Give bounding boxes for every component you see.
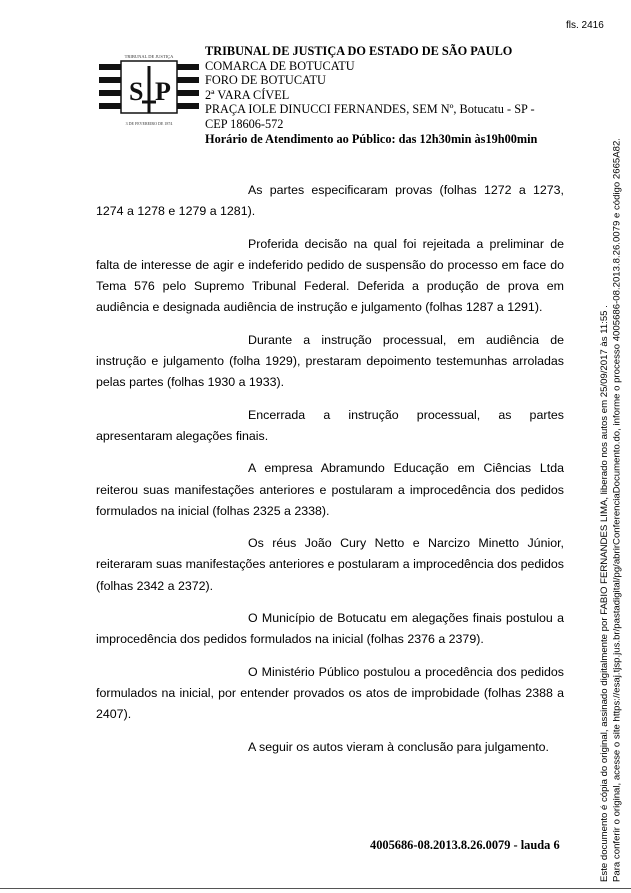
- paragraph: O Ministério Público postulou a procedência dos pedidos formulados na inicial, por entender provados os atos de improbidade (folhas 2388 a 2407).: [96, 664, 564, 722]
- verification-line: Para conferir o original, acesse o site https://esaj.tjsp.jus.br/pastadigital/pg/abrirConferenciaDocumento.do, informe o processo 4005686-08.2013.8.26.0079 e código 2665A82.: [611, 138, 623, 882]
- paragraph: A seguir os autos vieram à conclusão para julgamento.: [248, 739, 549, 754]
- court-name: TRIBUNAL DE JUSTIÇA DO ESTADO DE SÃO PAULO: [205, 44, 513, 58]
- vara: 2ª VARA CÍVEL: [205, 87, 290, 102]
- svg-text:P: P: [155, 77, 171, 106]
- svg-text:TRIBUNAL DE JUSTIÇA: TRIBUNAL DE JUSTIÇA: [124, 54, 174, 59]
- address: PRAÇA IOLE DINUCCI FERNANDES, SEM Nº, Botucatu - SP - CEP 18606-572: [205, 102, 535, 131]
- opening-hours: Horário de Atendimento ao Público: das 12h30min às19h00min: [205, 131, 538, 146]
- page-bottom-divider: [0, 888, 631, 889]
- paragraph: O Município de Botucatu em alegações finais postulou a improcedência dos pedidos formulados na inicial (folhas 2376 a 2379).: [96, 611, 564, 647]
- process-footer: 4005686-08.2013.8.26.0079 - lauda 6: [370, 838, 560, 852]
- svg-text:3 DE FEVEREIRO DE 1874: 3 DE FEVEREIRO DE 1874: [125, 121, 173, 126]
- paragraph: Durante a instrução processual, em audiência de instrução e julgamento (folha 1929), prestaram depoimento testemunhas arroladas pelas partes (folhas 1930 a 1933).: [96, 332, 564, 390]
- svg-text:S: S: [129, 77, 144, 106]
- paragraph: Proferida decisão na qual foi rejeitada a preliminar de falta de interesse de agir e indeferido pedido de suspensão do processo em face do Tema 576 pelo Supremo Tribunal Federal. Deferida a produção de prova em audiência e designada audiência de instrução e julgamento (folhas 1287 a 1291).: [96, 236, 564, 315]
- digital-signature-notice: [599, 138, 624, 882]
- paragraph: Os réus João Cury Netto e Narcizo Minetto Júnior, reiteraram suas manifestações anteriores e postularam a improcedência dos pedidos (folhas 2342 a 2372).: [96, 536, 564, 593]
- paragraph: A empresa Abramundo Educação em Ciências Ltda reiterou suas manifestações anteriores e postularam a improcedência dos pedidos formulados na inicial (folhas 2325 a 2338).: [96, 461, 564, 518]
- paragraph: Encerrada a instrução processual, as partes apresentaram alegações finais.: [96, 407, 564, 443]
- page-number: fls. 2416: [566, 20, 604, 31]
- court-header: [205, 44, 537, 146]
- tjsp-logo: [99, 50, 199, 128]
- comarca: COMARCA DE BOTUCATU: [205, 58, 355, 73]
- document-body: [96, 180, 564, 758]
- paragraph: As partes especificaram provas (folhas 1272 a 1273, 1274 a 1278 e 1279 a 1281).: [96, 183, 564, 219]
- foro: FORO DE BOTUCATU: [205, 73, 326, 88]
- signature-line: Este documento é cópia do original, assinado digitalmente por FABIO FERNANDES LIMA, liberado nos autos em 25/09/2017 às 11:55 .: [599, 305, 610, 882]
